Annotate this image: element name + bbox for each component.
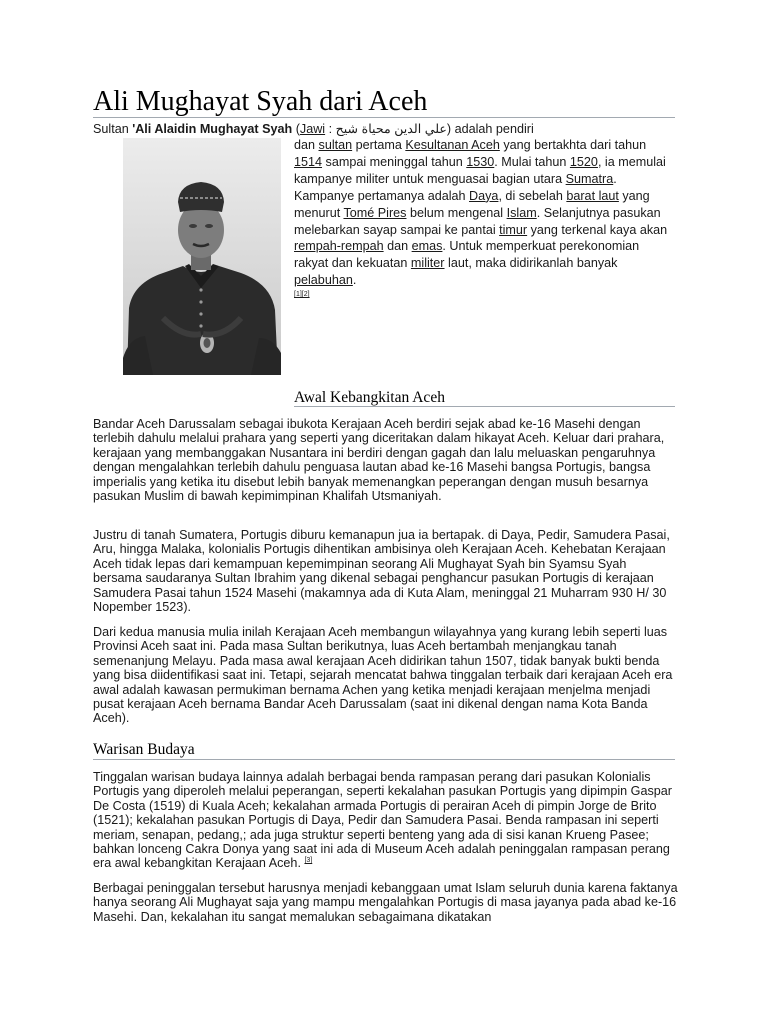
section2-paragraph-1-text: Tinggalan warisan budaya lainnya adalah berbagai benda rampasan perang dari pasukan Kolonialis Portugis yang diperoleh melalui peperangan, seperti kekalahan pasukan Portugis yang dipimpin Gaspar De Costa (1519) di Kuala Aceh; kekalahan armada Portugis di perairan Aceh di pimpin Jorge de Brito (1521); kekalahan pasukan Portugis di Daya, Pedir dan Samudera Pasai. Benda rampasan ini seperti meriam, senapan, pedang,; ada juga struktur seperti benteng yang ada di sisi kanan Krueng Pasee; bahkan lonceng Cakra Donya yang saat ini ada di Museum Aceh adalah peninggalan rampasan perang era awal kebangkitan Kerajaan Aceh. — [93, 770, 672, 871]
intro-text: ) adalah pendiri — [446, 122, 534, 136]
title-divider — [93, 117, 675, 118]
intro-text: belum mengenal — [406, 205, 507, 220]
intro-text: ( — [292, 122, 300, 136]
link-jawi[interactable]: Jawi — [299, 122, 326, 136]
section-divider — [294, 406, 675, 407]
link-rempah-rempah[interactable]: rempah-rempah — [294, 239, 384, 254]
section2-paragraph-1 — [93, 770, 678, 871]
jawi-script: علي الدين محياة شيح — [335, 122, 447, 136]
link-sumatra[interactable]: Sumatra — [565, 171, 614, 186]
link-timur[interactable]: timur — [499, 222, 528, 237]
intro-first-line — [93, 121, 534, 137]
reference-link[interactable]: [1][2] — [294, 290, 310, 298]
link-militer[interactable]: militer — [410, 256, 445, 271]
section1-paragraph-2: Justru di tanah Sumatera, Portugis diburu kemanapun jua ia bertapak. di Daya, Pedir, Samudera Pasai, Aru, hingga Malaka, kolonialis Portugis dihentikan ambisinya oleh Kerajaan Aceh. Kehebatan Kerajaan Aceh tidak lepas dari kemampuan kepemimpinan seorang Ali Mughayat Syah bin Syamsu Syah bersama saudaranya Sultan Ibrahim yang dikenal sebagai penghancur pasukan Portugis di kerajaan Samudera Pasai tahun 1524 Masehi (makamnya ada di Kuta Alam, meninggal 21 Muharram 930 H/ 30 Nopember 1523). — [93, 528, 670, 615]
intro-text: dan — [294, 138, 319, 152]
link-barat-laut[interactable]: barat laut — [566, 188, 619, 203]
intro-text: pertama — [352, 138, 406, 152]
intro-text: . Kampanye pertamanya adalah — [294, 171, 617, 203]
intro-text: . — [352, 273, 357, 288]
intro-text: yang terkenal kaya akan — [527, 222, 668, 237]
intro-text: sampai meninggal tahun — [322, 154, 467, 169]
intro-text: . Selanjutnya pasukan melebarkan sayap sampai ke pantai — [294, 205, 661, 237]
intro-text: Sultan — [93, 122, 133, 136]
intro-paragraph — [294, 137, 674, 306]
link-1530[interactable]: 1530 — [466, 154, 495, 169]
section-heading-warisan-budaya: Warisan Budaya — [93, 741, 195, 758]
link-emas[interactable]: emas — [411, 239, 443, 254]
section2-paragraph-2: Berbagai peninggalan tersebut harusnya menjadi kebanggaan umat Islam seluruh dunia karena faktanya hanya seorang Ali Mughayat saja yang mampu mengalahkan Portugis di masa jayanya pada abad ke-16 Masehi. Dan, kekalahan itu sangat memalukan sebagaimana dikatakan — [93, 881, 678, 924]
portrait-image — [123, 138, 281, 375]
page-title: Ali Mughayat Syah dari Aceh — [93, 86, 428, 117]
section-divider — [93, 759, 675, 760]
section1-paragraph-1: Bandar Aceh Darussalam sebagai ibukota Kerajaan Aceh berdiri sejak abad ke-16 Masehi dengan terlebih dahulu melalui prahara yang seperti yang diceritakan dalam hikayat Aceh. Keluar dari prahara, kerajaan yang membanggakan Nusantara ini berdiri dengan gagah dan lalu meluaskan pengaruhnya dengan mengalahkan terlebih dahulu penguasa lautan abad ke-16 Masehi bangsa Portugis, bangsa imperialis yang ketika itu disebut lebih banyak memenangkan peperangan dengan musuh besarnya pasukan Muslim di bawah kepimimpinan Khalifah Utsmaniyah. — [93, 417, 665, 504]
link-kesultanan-aceh[interactable]: Kesultanan Aceh — [405, 138, 500, 152]
intro-text: , di sebelah — [498, 188, 567, 203]
intro-text: dan — [383, 239, 412, 254]
link-islam[interactable]: Islam — [506, 205, 537, 220]
reference-link[interactable]: [3] — [304, 857, 313, 865]
intro-text: , ia memulai kampanye militer untuk menguasai bagian utara — [294, 154, 666, 186]
intro-text: : — [325, 122, 336, 136]
link-sultan[interactable]: sultan — [318, 138, 353, 152]
intro-text: . Mulai tahun — [494, 154, 570, 169]
portrait-photo — [123, 138, 281, 375]
intro-text: yang menurut — [294, 188, 650, 220]
link-pelabuhan[interactable]: pelabuhan — [294, 273, 353, 288]
link-daya[interactable]: Daya — [469, 188, 499, 203]
link-1520[interactable]: 1520 — [569, 154, 598, 169]
intro-text: laut, maka didirikanlah banyak — [444, 256, 618, 271]
section-heading-awal-kebangkitan: Awal Kebangkitan Aceh — [294, 389, 445, 406]
intro-text: yang bertakhta dari tahun — [499, 138, 647, 152]
section1-paragraph-3: Dari kedua manusia mulia inilah Kerajaan Aceh membangun wilayahnya yang kurang lebih seperti luas Provinsi Aceh saat ini. Pada masa Sultan berikutnya, luas Aceh bertambah menjangkau tanah semenanjung Melayu. Pada masa awal kerajaan Aceh didirikan tahun 1507, tidak banyak bukti benda yang bisa diidentifikasi saat ini. Tetapi, sejarah mencatat bahwa tinggalan terbaik dari kerajaan Aceh era awal adalah kawasan permukiman bernama Achen yang ketika menjadi kerajaan menjelma menjadi pusat kerajaan Aceh bernama Bandar Aceh Darussalam (saat ini dikenal dengan nama Kota Banda Aceh). — [93, 625, 673, 726]
link-1514[interactable]: 1514 — [294, 154, 323, 169]
link-tome-pires[interactable]: Tomé Pires — [343, 205, 407, 220]
sultan-name: 'Ali Alaidin Mughayat Syah — [132, 122, 293, 136]
intro-text: . Untuk memperkuat perekonomian rakyat dan kekuatan — [294, 239, 640, 271]
